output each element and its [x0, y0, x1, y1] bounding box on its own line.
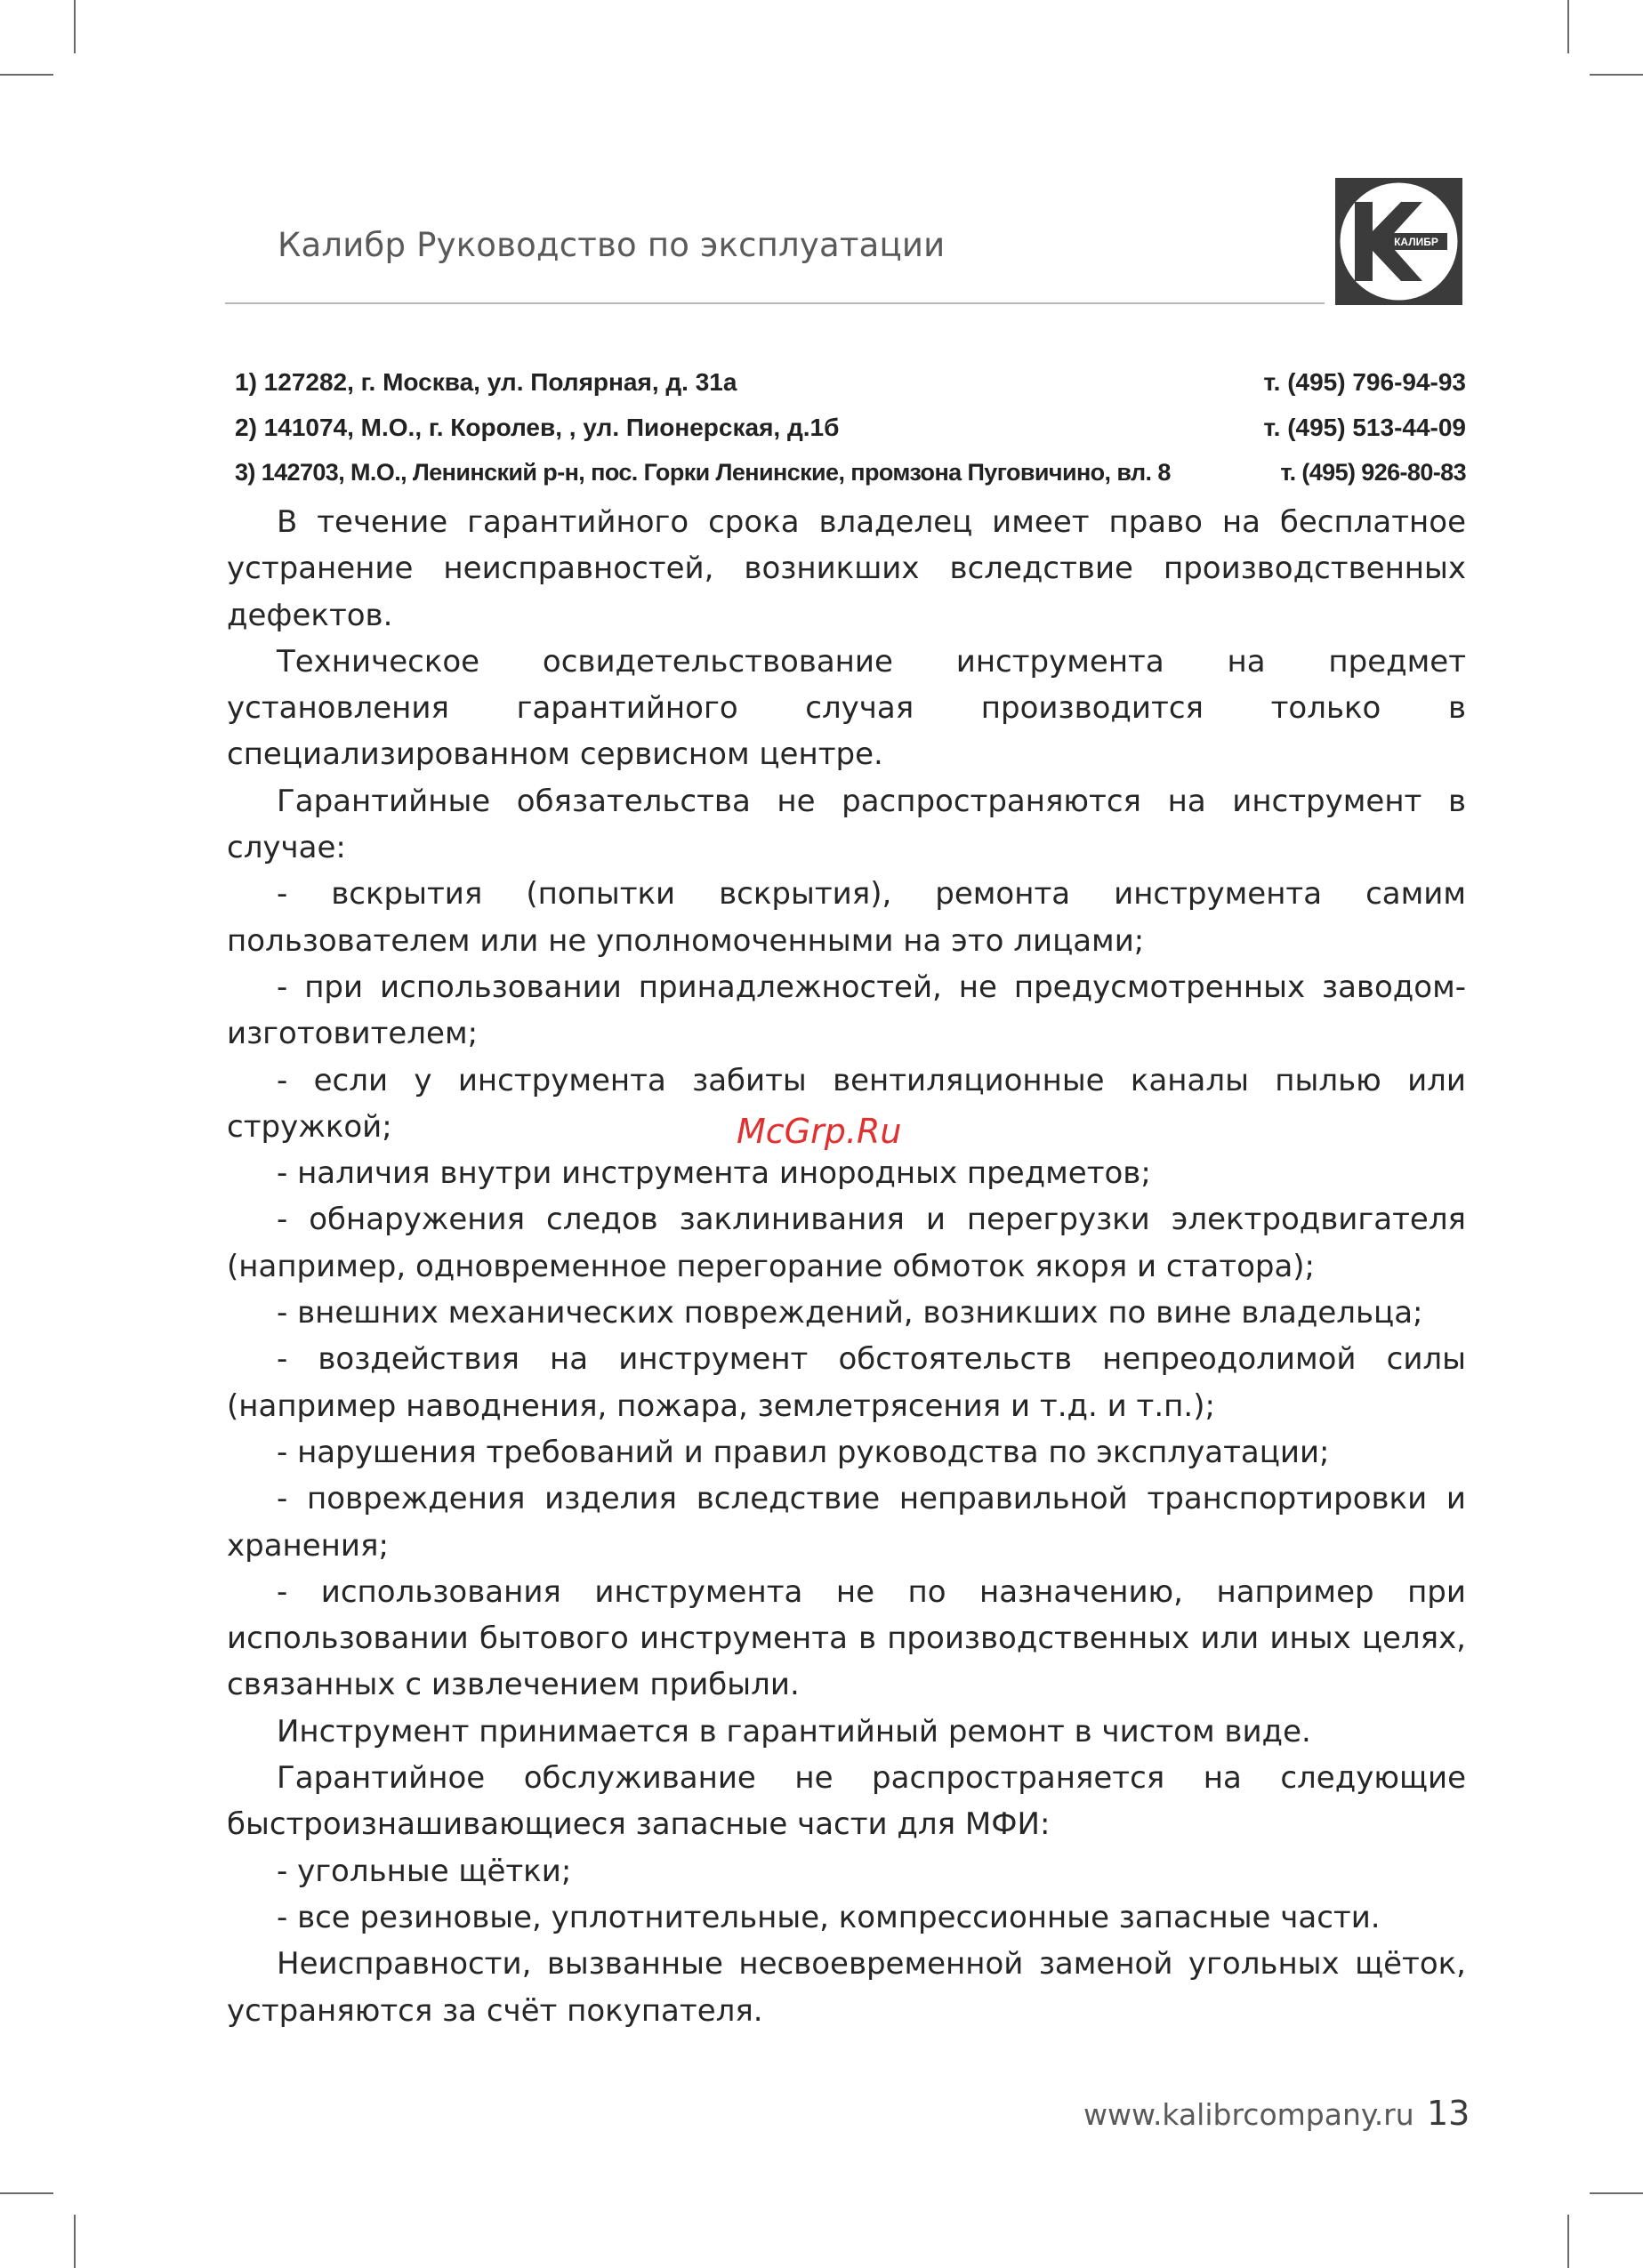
phone-number: т. (495) 796-94-93 — [1263, 368, 1466, 396]
address-row — [235, 414, 1466, 459]
paragraph: Неисправности, вызванные несвоевременной заменой угольных щёток, устраняются за счёт покупателя. — [227, 1946, 1466, 2029]
address-text: 2) 141074, М.О., г. Королев, , ул. Пионерская, д.1б — [235, 414, 840, 441]
page-number: 13 — [1427, 2094, 1470, 2133]
watermark: McGrp.Ru — [737, 1112, 902, 1151]
address-row — [235, 368, 1466, 414]
crop-mark — [74, 0, 76, 53]
address-text: 1) 127282, г. Москва, ул. Полярная, д. 31а — [235, 368, 737, 396]
crop-mark — [1590, 2192, 1643, 2194]
paragraph: - обнаружения следов заклинивания и перегрузки электродвигателя (например, одновременное перегорание обмоток якоря и статора); — [227, 1202, 1466, 1284]
footer-url: www.kalibrcompany.ru — [1083, 2097, 1414, 2132]
warranty-body-text — [227, 499, 1466, 2034]
paragraph: - угольные щётки; — [277, 1853, 572, 1889]
paragraph: - внешних механических повреждений, возникших по вине владельца; — [277, 1295, 1423, 1331]
paragraph: - при использовании принадлежностей, не предусмотренных заводом-изготовителем; — [227, 969, 1466, 1052]
phone-number: т. (495) 926-80-83 — [1280, 459, 1466, 486]
paragraph: Инструмент принимается в гарантийный ремонт в чистом виде. — [277, 1713, 1311, 1749]
phone-number: т. (495) 513-44-09 — [1263, 414, 1466, 441]
paragraph: - все резиновые, уплотнительные, компрессионные запасные части. — [277, 1899, 1381, 1935]
paragraph: Техническое освидетельствование инструмента на предмет установления гарантийного случая производится только в специализированном сервисном центре. — [227, 643, 1466, 773]
paragraph: - воздействия на инструмент обстоятельств непреодолимой силы (например наводнения, пожара, землетрясения и т.д. и т.п.); — [227, 1341, 1466, 1424]
crop-mark — [1567, 0, 1569, 53]
page-header-title: Калибр Руководство по эксплуатации — [278, 226, 946, 264]
address-text: 3) 142703, М.О., Ленинский р-н, пос. Горки Ленинские, промзона Пуговичино, вл. 8 — [235, 459, 1171, 486]
crop-mark — [1590, 74, 1643, 76]
crop-mark — [1567, 2215, 1569, 2268]
crop-mark — [0, 2192, 53, 2194]
crop-mark — [74, 2215, 76, 2268]
logo-text: КАЛИБР — [1394, 236, 1438, 248]
paragraph: Гарантийные обязательства не распространяются на инструмент в случае: — [227, 783, 1466, 866]
paragraph: - вскрытия (попытки вскрытия), ремонта инструмента самим пользователем или не уполномоченными на это лицами; — [227, 876, 1466, 959]
paragraph: Гарантийное обслуживание не распространяется на следующие быстроизнашивающиеся запасные части для МФИ: — [227, 1760, 1466, 1843]
crop-mark — [0, 74, 53, 76]
address-row — [235, 459, 1466, 504]
paragraph: - использования инструмента не по назначению, например при использовании бытового инструмента в производственных или иных целях, связанных с извлечением прибыли. — [227, 1573, 1466, 1703]
paragraph: В течение гарантийного срока владелец имеет право на бесплатное устранение неисправностей, возникших вследствие производственных дефектов. — [227, 504, 1466, 633]
service-center-addresses — [235, 368, 1466, 504]
paragraph: - если у инструмента забиты вентиляционные каналы пылью или стружкой; — [227, 1062, 1466, 1145]
paragraph: - нарушения требований и правил руководства по эксплуатации; — [277, 1434, 1330, 1470]
paragraph: - наличия внутри инструмента инородных предметов; — [277, 1155, 1151, 1192]
kalibr-logo-icon — [1335, 178, 1462, 305]
paragraph: - повреждения изделия вследствие неправильной транспортировки и хранения; — [227, 1481, 1466, 1564]
header-divider — [225, 302, 1325, 304]
